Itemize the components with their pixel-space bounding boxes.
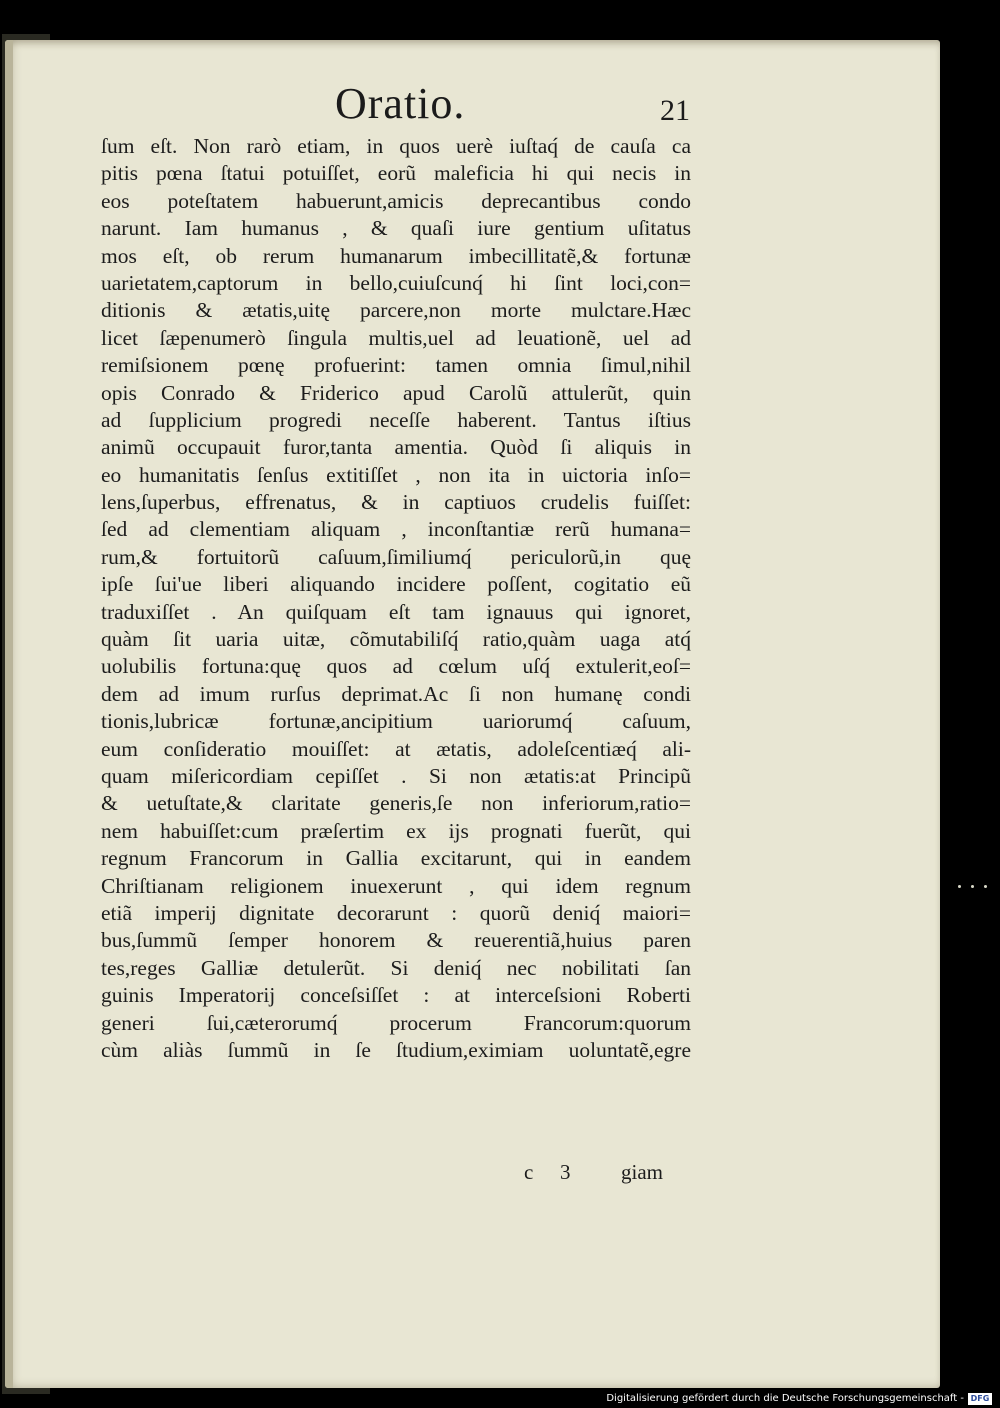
signature-number: 3 [560,1160,571,1184]
text-line: quàm ſit uaria uitæ, cõmutabiliſq́ ratio,quàm uaga atq́ [101,627,691,652]
text-line: tionis,lubricæ fortunæ,ancipitium uariorumq́ caſuum, [101,709,691,734]
text-line: pitis pœna ſtatui potuiſſet, eorũ maleficia hi qui necis in [101,161,691,186]
signature-mark: c [524,1160,534,1184]
text-line: remiſsionem pœnę profuerint: tamen omnia ſimul,nihil [101,353,691,378]
text-line: animũ occupauit furor,tanta amentia. Quòd ſi aliquis in [101,435,691,460]
text-line: ſum eſt. Non rarò etiam, in quos uerè iuſtaq́ de cauſa ca [101,134,691,158]
text-line: bus,ſummũ ſemper honorem & reuerentiã,huius paren [101,928,691,953]
text-line: rum,& fortuitorũ caſuum,ſimiliumq́ periculorũ,in quę [101,544,691,569]
text-line: guinis Imperatorĳ conceſsiſſet : at interceſsioni Roberti [101,983,691,1008]
text-line: licet ſæpenumerò ſingula multis,uel ad leuationẽ, uel ad [101,325,691,350]
page-spine-shadow [5,40,13,1388]
text-line: eo humanitatis ſenſus extitiſſet , non ita in uictoria inſo= [101,462,691,487]
scan-artifact-dots [958,883,988,891]
text-line: lens,ſuperbus, effrenatus, & in captiuos crudelis fuiſſet: [101,490,691,515]
catchword: giam [621,1160,663,1184]
text-line: eos poteſtatem habuerunt,amicis deprecantibus condo [101,188,691,213]
text-line: & uetuſtate,& claritate generis,ſe non inferiorum,ratio= [101,791,691,816]
dfg-logo: DFG [968,1393,992,1405]
text-line: generi ſui,cæterorumq́ procerum Francorum:quorum [101,1010,691,1035]
text-line: tes,reges Galliæ detulerũt. Si deniq́ nec nobilitati ſan [101,955,691,980]
text-line: nem habuiſſet:cum præſertim ex ĳs prognati fuerũt, qui [101,818,691,843]
text-line: ad ſupplicium progredi neceſſe haberent. Tantus iſtius [101,407,691,432]
text-line: narunt. Iam humanus , & quaſi iure gentium uſitatus [101,216,691,241]
text-line: opis Conrado & Friderico apud Carolũ attulerũt, quin [101,380,691,405]
text-line: traduxiſſet . An quiſquam eſt tam ignauus qui ignoret, [101,599,691,624]
text-line: dem ad imum rurſus deprimat.Ac ſi non humanę condi [101,681,691,706]
text-line: regnum Francorum in Gallia excitarunt, qui in eandem [101,846,691,871]
text-line: quam miſericordiam cepiſſet . Si non ætatis:at Principũ [101,763,691,788]
text-line: uarietatem,captorum in bello,cuiuſcunq́ hi ſint loci,con= [101,270,691,295]
text-line: Chriſtianam religionem inuexerunt , qui idem regnum [101,873,691,898]
text-line: uolubilis fortuna:quę quos ad cœlum uſq́ extulerit,eoſ= [101,654,691,679]
text-line: etiã imperĳ dignitate decorarunt : quorũ deniq́ maiori= [101,900,691,925]
text-line: ditionis & ætatis,uitę parcere,non morte mulctare.Hæc [101,298,691,323]
page-number: 21 [660,94,690,127]
body-text [101,133,691,1064]
text-line: eum conſideratio mouiſſet: at ætatis, adoleſcentiæq́ ali- [101,736,691,761]
text-line: mos eſt, ob rerum humanarum imbecillitatẽ,& fortunæ [101,243,691,268]
digitization-credit: Digitalisierung gefördert durch die Deutsche Forschungsgemeinschaft - [606,1393,964,1404]
text-line: ipſe ſui'ue liberi aliquando incidere poſſent, cogitatio eũ [101,572,691,597]
text-line: ſed ad clementiam aliquam , inconſtantiæ rerũ humana= [101,517,691,542]
running-header: Oratio. [335,79,466,128]
text-line: cùm aliàs ſummũ in ſe ſtudium,eximiam uoluntatẽ,egre [101,1037,691,1062]
